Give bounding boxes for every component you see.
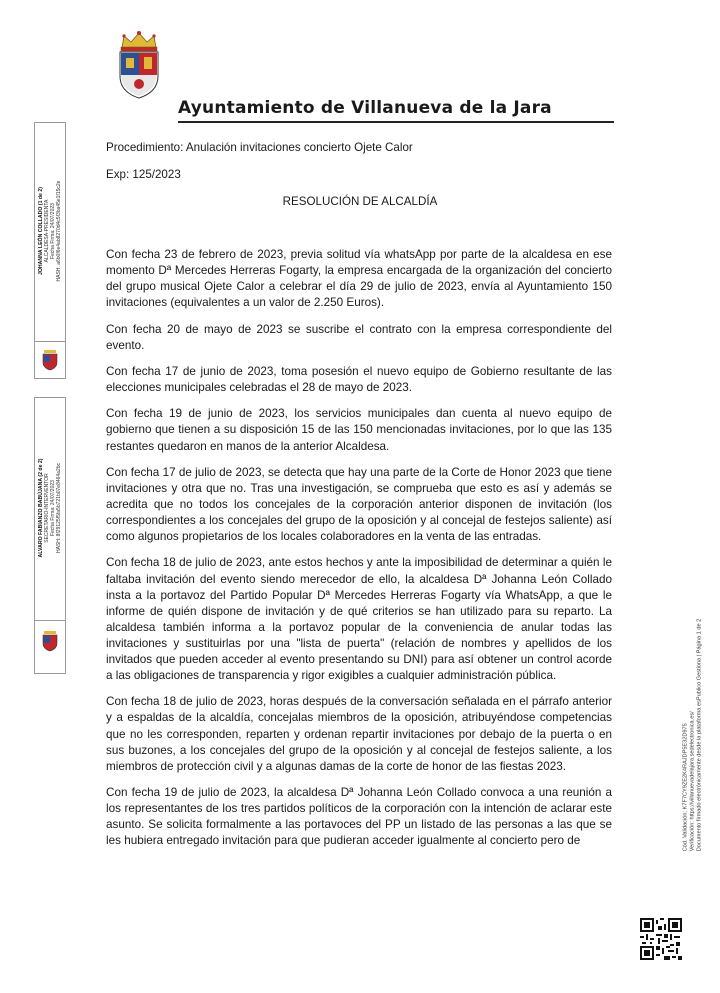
- signature-date: Fecha Firma: 24/07/2023: [50, 203, 56, 259]
- paragraph: Con fecha 20 de mayo de 2023 se suscribe el contrato con la empresa correspondiente del evento.: [106, 322, 612, 352]
- document-signed-note: Documento firmado electrónicamente desde la plataforma esPublico Gestiona | Página 1 de 2: [696, 618, 703, 852]
- paragraph: Con fecha 18 de julio de 2023, horas después de la conversación señalada en el párrafo anterior y a espaldas de la alcaldía, concejalas miembros de la oposición, atribuyéndose competencias que no les corresponden, reparten y ordenan repartir invitaciones por debajo de la puerta o en sus buzones, a los concejales del grupo de la oposición y al concejal de festejos saliente, a los miembros de protección civil y a algunas damas de la corte de honor de las fiestas 2023.: [106, 695, 612, 773]
- validation-note: [668, 555, 718, 915]
- validation-code: Cód. Validación: K7F7CY9ZE2K4RAJDP5E32D975: [682, 723, 689, 852]
- title-underline: [178, 121, 614, 123]
- mini-crest-icon: [41, 630, 59, 652]
- exp-number: Exp: 125/2023: [106, 168, 181, 181]
- signature-hash: HASH: a6b0f6e4ab8270d4c5f3ba45e1f15c2e: [56, 180, 62, 282]
- divider: [35, 341, 65, 342]
- signer-role: ALCALDESA-PRESIDENTA: [44, 199, 50, 263]
- signature-hash: HASH: 8f29125f5fa5b721b07e8464a2bc: [56, 462, 62, 554]
- procedure-line: Procedimiento: Anulación invitaciones concierto Ojete Calor: [106, 141, 413, 154]
- page-title: Ayuntamiento de Villanueva de la Jara: [178, 98, 552, 118]
- document-body: [106, 247, 612, 860]
- resolution-heading: RESOLUCIÓN DE ALCALDÍA: [282, 195, 438, 208]
- signature-box-1: [34, 122, 66, 379]
- qr-code[interactable]: [640, 918, 682, 960]
- paragraph: Con fecha 17 de junio de 2023, toma posesión el nuevo equipo de Gobierno resultante de las elecciones municipales celebradas el 28 de mayo de 2023.: [106, 364, 612, 395]
- signer-name: JOHANNA LEÓN COLLADO (1 de 2): [38, 187, 44, 275]
- signer-role: SECRETARIO-INTERVENTOR: [44, 473, 50, 543]
- verification-url[interactable]: Verificación: https://villanuevadelajara.sedelectronica.es/: [689, 711, 696, 852]
- paragraph: Con fecha 19 de julio de 2023, la alcaldesa Dª Johanna León Collado convoca a una reunión a los representantes de los tres partidos políticos de la corporación con la intención de aclarar este asunto. Se solicita formalmente a las portavoces del PP un listado de las personas a las que se les hubiera entregado invitación para que pudieran acceder igualmente al concierto pero de: [106, 786, 612, 848]
- mini-crest-icon: [41, 349, 59, 371]
- paragraph: Con fecha 18 de julio de 2023, ante estos hechos y ante la imposibilidad de determinar a quién le faltaba invitación del evento siendo merecedor de ello, la alcaldesa Dª Johanna León Collado insta a la portavoz del Partido Popular Dª Mercedes Herreras Fogarty vía WhatsApp, a que le informe de quién dispone de invitación y de qué criterios se han utilizado para su reparto. La alcaldesa también informa a la portavoz popular de la conveniencia de anular todas las invitaciones y sustituirlas por una "lista de puerta" (relación de nombres y apellidos de los invitados que pueden acceder al evento presentando su DNI) para así obtener un control acorde a las obligaciones de transparencia y rigor exigibles a cualquier administración pública.: [106, 556, 612, 683]
- signer-name: ALVARO FABIANZO BABÚJANA (2 de 2): [38, 458, 44, 558]
- signature-date: Fecha Firma: 24/07/2023: [50, 480, 56, 536]
- coat-of-arms-icon: [114, 30, 164, 100]
- paragraph: Con fecha 17 de julio de 2023, se detecta que hay una parte de la Corte de Honor 2023 que tiene invitaciones y otra que no. Tras una investigación, se comprueba que esto es así y además se acredita que no todos los concejales de la corporación anterior disponen de invitación (los correspondientes a los concejales del grupo de la oposición y al concejal de festejos saliente) así como algunos propietarios de los locales colaboradores en la venta de las entradas.: [106, 465, 612, 544]
- paragraph: Con fecha 19 de junio de 2023, los servicios municipales dan cuenta al nuevo equipo de gobierno que tienen a su disposición 15 de las 150 mencionadas invitaciones, por lo que las 135 restantes quedaron en manos de la anterior Alcaldesa.: [106, 407, 612, 453]
- divider: [35, 620, 65, 621]
- signature-box-2: [34, 397, 66, 674]
- paragraph: Con fecha 23 de febrero de 2023, previa solitud vía whatsApp por parte de la alcaldesa en ese momento Dª Mercedes Herreras Fogarty, la empresa encargada de la organización del concierto del grupo musical Ojete Calor a celebrar el día 29 de julio de 2023, envía al Ayuntamiento 150 invitaciones (equivalentes a un valor de 2.250 Euros).: [106, 248, 612, 310]
